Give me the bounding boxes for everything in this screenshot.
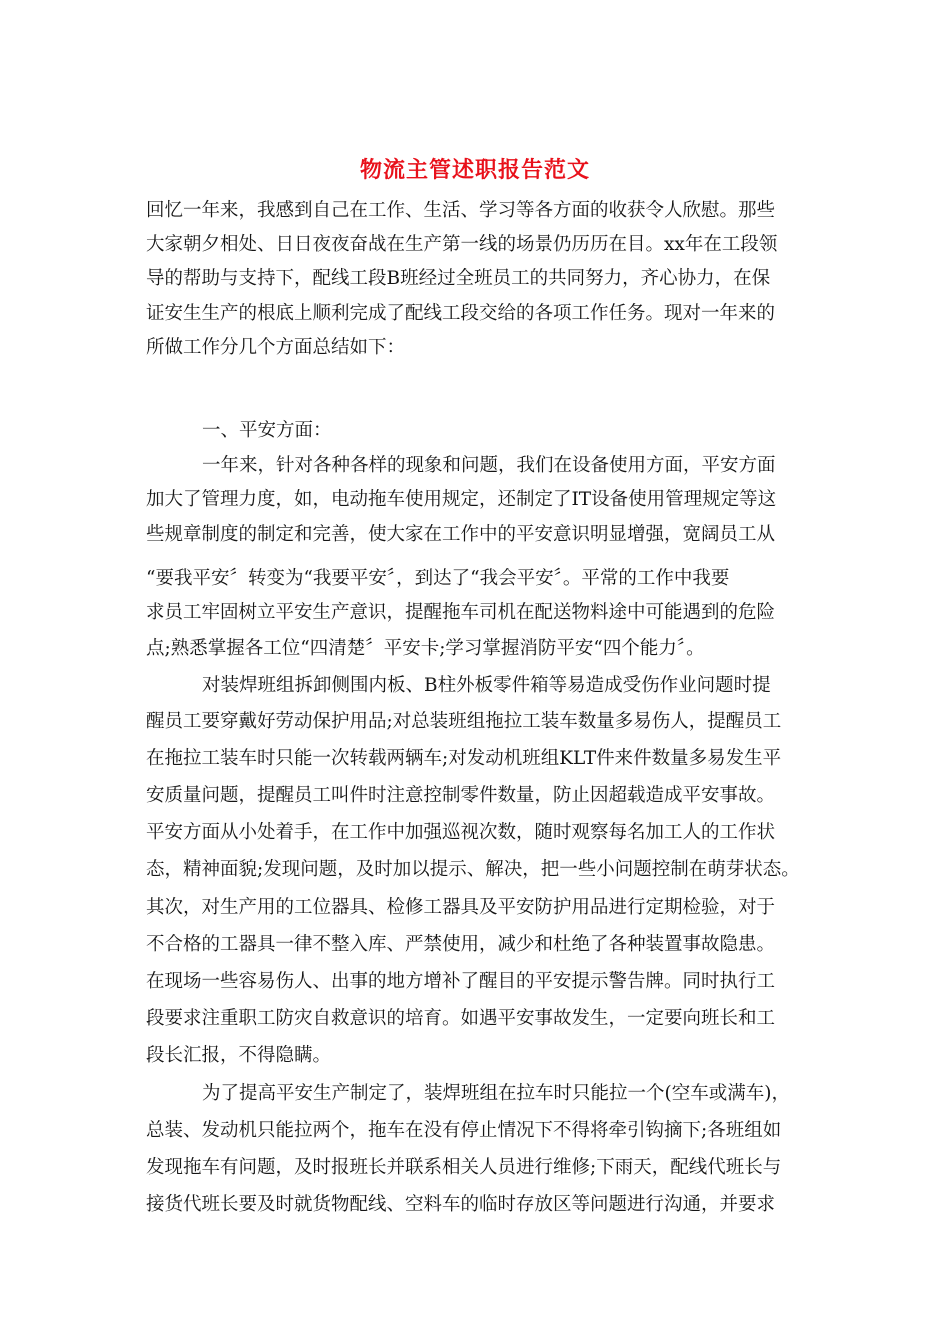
paragraph-line: “要我平安〞转变为“我要平安〞，到达了“我会平安〞。平常的工作中我要 [146, 568, 730, 589]
paragraph-line: 段长汇报，不得隐瞒。 [146, 1045, 332, 1066]
paragraph-line: 总装、发动机只能拉两个，拖车在没有停止情况下不得将牵引钩摘下;各班组如 [146, 1120, 782, 1141]
section-heading: 一、平安方面： [202, 420, 332, 441]
paragraph-line: 发现拖车有问题，及时报班长并联系相关人员进行维修;下雨天，配线代班长与 [146, 1157, 782, 1178]
paragraph-line: 所做工作分几个方面总结如下： [146, 337, 406, 358]
paragraph-line: 证安生生产的根底上顺利完成了配线工段交给的各项工作任务。现对一年来的 [146, 303, 776, 324]
paragraph-line: 些规章制度的制定和完善，使大家在工作中的平安意识明显增强，宽阔员工从 [146, 524, 776, 545]
paragraph-line: 对装焊班组拆卸侧围内板、B柱外板零件箱等易造成受伤作业问题时提 [202, 675, 771, 696]
paragraph-line: 在拖拉工装车时只能一次转载两辆车;对发动机班组KLT件来件数量多易发生平 [146, 748, 782, 769]
paragraph-line: 态，精神面貌;发现问题，及时加以提示、解决，把一些小问题控制在萌芽状态。 [146, 859, 800, 880]
document-title: 物流主管述职报告范文 [359, 157, 590, 183]
paragraph-line: 一年来，针对各种各样的现象和问题，我们在设备使用方面，平安方面 [202, 455, 776, 476]
paragraph-line: 为了提高平安生产制定了，装焊班组在拉车时只能拉一个(空车或满车)， [202, 1083, 790, 1104]
paragraph-line: 求员工牢固树立平安生产意识，提醒拖车司机在配送物料途中可能遇到的危险 [146, 602, 776, 623]
paragraph-line: 接货代班长要及时就货物配线、空料车的临时存放区等问题进行沟通，并要求 [146, 1194, 776, 1215]
paragraph-line: 不合格的工器具一律不整入库、严禁使用，减少和杜绝了各种装置事故隐患。 [146, 934, 776, 955]
paragraph-line: 加大了管理力度，如，电动拖车使用规定，还制定了IT设备使用管理规定等这 [146, 489, 777, 510]
paragraph-line: 安质量问题，提醒员工叫件时注意控制零件数量，防止因超载造成平安事故。 [146, 785, 776, 806]
paragraph-line: 点;熟悉掌握各工位“四清楚〞平安卡;学习掌握消防平安“四个能力〞。 [146, 638, 705, 659]
paragraph-line: 导的帮助与支持下，配线工段B班经过全班员工的共同努力，齐心协力，在保 [146, 268, 771, 289]
paragraph-line: 在现场一些容易伤人、出事的地方增补了醒目的平安提示警告牌。同时执行工 [146, 971, 776, 992]
paragraph-line: 大家朝夕相处、日日夜夜奋战在生产第一线的场景仍历历在目。xx年在工段领 [146, 234, 778, 255]
paragraph-line: 平安方面从小处着手，在工作中加强巡视次数，随时观察每名加工人的工作状 [146, 822, 776, 843]
paragraph-line: 回忆一年来，我感到自己在工作、生活、学习等各方面的收获令人欣慰。那些 [146, 200, 776, 221]
paragraph-line: 段要求注重职工防灾自救意识的培育。如遇平安事故发生，一定要向班长和工 [146, 1008, 776, 1029]
paragraph-line: 醒员工要穿戴好劳动保护用品;对总装班组拖拉工装车数量多易伤人，提醒员工 [146, 711, 782, 732]
paragraph-line: 其次，对生产用的工位器具、检修工器具及平安防护用品进行定期检验，对于 [146, 897, 776, 918]
